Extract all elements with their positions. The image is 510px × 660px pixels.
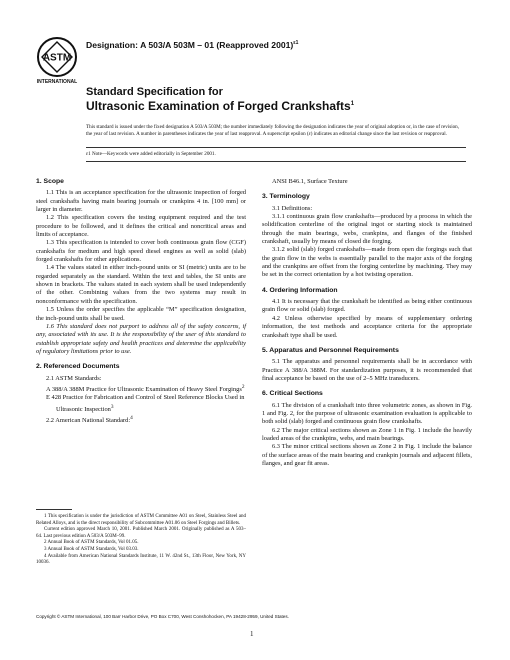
footnote-2: 2 Annual Book of ASTM Standards, Vol 01.05. (44, 540, 139, 546)
reference-a388: A 388/A 388M Practice for Ultrasonic Examination of Heavy Steel Forgings$^2$ (46, 383, 245, 394)
paragraph-6-3: 6.3 The minor critical sections shown as Zone 2 in Fig. 1 include the balance of the surface areas of the main bearing and crankpin journals and adjacent fillets, flanges, and gear fit areas. (262, 443, 472, 467)
paragraph-6-1: 6.1 The division of a crankshaft into three volumetric zones, as shown in Fig. 1 and Fig. 2, for the purpose of ultrasonic examination evaluation is applicable to both solid (slab) forged and continuous grain flow crankshafts. (262, 401, 472, 426)
logo-caption: INTERNATIONAL (36, 79, 78, 85)
paragraph-4-1: 4.1 It is necessary that the crankshaft be identified as being either continuous grain flow or solid (slab) forged. (262, 298, 472, 314)
paragraph-1-6: 1.6 This standard does not purport to address all of the safety concerns, if any, associated with its use. It is the responsibility of the user of this standard to establish appropriate safety and health practices and determine the applicability of regulatory limitations prior to use. (36, 322, 246, 355)
copyright-notice: Copyright © ASTM International, 100 Barr Harbor Drive, PO Box C700, West Conshohocken, PA 19428-2959, United States. (36, 614, 289, 619)
right-column (262, 178, 472, 468)
paragraph-6-2: 6.2 The major critical sections shown as Zone 1 in Fig. 1 include the heavily loaded areas of the crankpins, webs, and main bearings. (262, 426, 472, 442)
paragraph-1-1: 1.1 This is an acceptance specification for the ultrasonic inspection of forged steel crankshafts having main bearing journals or crankpins 4 in. [100 mm] or larger in diameter. (36, 189, 246, 214)
section-heading-critical-sections: 6. Critical Sections (262, 390, 323, 398)
svg-text:ASTM: ASTM (42, 52, 72, 64)
paragraph-2-2: 2.2 American National Standard:$^4$ (46, 415, 133, 425)
paragraph-1-5: 1.5 Unless the order specifies the applicable “M” specification designation, the inch-pound units shall be used. (36, 306, 246, 322)
astm-logo (36, 36, 78, 86)
paragraph-1-4: 1.4 The values stated in either inch-pound units or SI (metric) units are to be regarded separately as the standard. Within the text and tables, the SI units are shown in brackets. The values stated in each system shall be used independently of the other. Combining values from the two systems may result in nonconformance with the specification. (36, 264, 246, 305)
paragraph-3-1: 3.1 Definitions: (272, 204, 313, 212)
footnote-3: 3 Annual Book of ASTM Standards, Vol 03.03. (44, 546, 139, 552)
designation: Designation: A 503/A 503M – 01 (Reapproved 2001)$^{\varepsilon 1}$ (86, 40, 299, 50)
paragraph-2-1: 2.1 ASTM Standards: (46, 374, 102, 382)
section-heading-terminology: 3. Terminology (262, 193, 310, 201)
section-heading-apparatus: 5. Apparatus and Personnel Requirements (262, 346, 399, 354)
paragraph-1-3: 1.3 This specification is intended to cover both continuous grain flow (CGF) crankshafts for medium and high speed diesel engines as well as solid (slab) forged crankshafts for other applications. (36, 239, 246, 264)
section-heading-referenced-documents: 2. Referenced Documents (36, 363, 120, 371)
section-heading-ordering: 4. Ordering Information (262, 286, 338, 294)
footnote-4: 4 Available from American National Standards Institute, 11 W. 42nd St., 13th Floor, New York, NY 10036. (36, 553, 246, 566)
page-title: Ultrasonic Examination of Forged Crankshafts$^1$ (86, 99, 355, 113)
paragraph-4-2: 4.2 Unless otherwise specified by means of supplementary ordering information, the test methods and acceptance criteria for the appropriate crankshaft type shall be used. (262, 314, 472, 339)
page-number: 1 (250, 630, 254, 638)
footnote-1: 1 This specification is under the jurisdiction of ASTM Committee A01 on Steel, Stainless Steel and Related Alloys, and is the direct responsibility of Subcommittee A01.06 on Steel Forgings and Billets. (36, 514, 246, 526)
title-line-1: Standard Specification for (86, 86, 223, 98)
section-heading-scope: 1. Scope (36, 178, 64, 185)
paragraph-3-1-1: 3.1.1 continuous grain flow crankshafts—produced by a process in which the solidification centerline of the original ingot or starting stock is maintained through the main bearings, webs, crankpins, and flanges of the finished crankshaft, usually by means of closed die forging. (262, 213, 472, 246)
left-column (36, 178, 246, 426)
reference-e428: E 428 Practice for Fabrication and Control of Steel Reference Blocks Used in Ultrasonic Inspection$^3$ (46, 394, 245, 413)
footnote-divider (36, 509, 72, 510)
divider (86, 147, 466, 148)
footnotes (36, 514, 246, 567)
divider (86, 161, 466, 162)
editorial-note: ε1 Note—Keywords were added editorially in September 2001. (86, 151, 216, 157)
paragraph-5-1: 5.1 The apparatus and personnel requirements shall be in accordance with Practice A 388/A 388M. For standardization purposes, it is recommended that final acceptance be based on the use of 2–5 MHz transducers. (262, 358, 472, 382)
paragraph-1-2: 1.2 This specification covers the testing equipment required and the test procedure to be followed, and it defines the critical and noncritical areas and limits of acceptance. (36, 214, 246, 239)
standard-notice: This standard is issued under the fixed designation A 503/A 503M; the number immediately following the designation indicates the year of original adoption or, in the case of revision, the year of last revision. A number in parentheses indicates the year of last reapproval. A superscript epsilon (ε) indicates an editorial change since the last revision or reapproval. (86, 124, 459, 138)
footnote-1b: Current edition approved March 10, 2001. Published March 2001. Originally published as A 503–64. Last previous edition A 503/A 503M–99. (36, 527, 246, 539)
reference-ansi: ANSI B46.1, Surface Texture (272, 178, 348, 185)
paragraph-3-1-2: 3.1.2 solid (slab) forged crankshafts—made from open die forgings such that the grain flow in the webs is essentially parallel to the major axis of the forging and the crankpins are offset from the forging centerline by machining. They may be set in the correct orientation by a hot twisting operation. (262, 246, 472, 279)
